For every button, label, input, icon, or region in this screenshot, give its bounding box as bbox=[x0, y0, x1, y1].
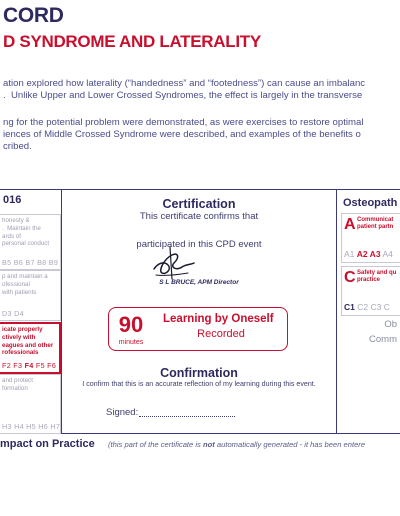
impact-note bbox=[108, 440, 365, 449]
codes-suffix: F5 F6 bbox=[33, 361, 57, 370]
director-name: S L BRUCE, APM Director bbox=[159, 279, 239, 286]
standard-box-d bbox=[0, 270, 61, 321]
cpd-minutes-unit: minutes bbox=[118, 339, 144, 346]
codes-highlight: F4 bbox=[24, 361, 34, 370]
standards-title: 016 bbox=[3, 194, 22, 206]
comments-label: Comm bbox=[369, 334, 397, 345]
osteopathic-column bbox=[336, 189, 400, 434]
codes-suffix: C2 C3 C bbox=[354, 302, 390, 312]
impact-heading: mpact on Practice bbox=[0, 438, 95, 450]
intro-paragraph-2: ng for the potential problem were demonstrated, as were exercises to restore optimal iences of Middle Crossed Syndrome were described, and examples of the benefits o cribed. bbox=[3, 117, 364, 152]
theme-codes bbox=[344, 302, 390, 312]
codes-suffix: A4 bbox=[380, 249, 393, 259]
theme-letter: C bbox=[344, 269, 356, 286]
codes-prefix: A1 bbox=[344, 249, 357, 259]
intro-paragraph-1: ation explored how laterality (“handedness” and “footedness”) can cause an imbalanc . Unlike Upper and Lower Crossed Syndromes, the effect is largely in the transverse bbox=[3, 78, 366, 101]
director-signature bbox=[150, 245, 196, 281]
theme-box-c bbox=[341, 266, 400, 316]
theme-text: Communicat patient partn bbox=[357, 217, 394, 231]
theme-codes bbox=[344, 249, 393, 259]
codes-highlight: C1 bbox=[344, 302, 355, 312]
certification-heading: Certification bbox=[162, 197, 236, 211]
page-subtitle: D SYNDROME AND LATERALITY bbox=[3, 32, 261, 51]
page-title: CORD bbox=[3, 4, 64, 27]
standard-codes bbox=[2, 361, 56, 370]
certification-event-line: participated in this CPD event bbox=[136, 239, 262, 250]
cpd-minutes-value: 90 bbox=[118, 312, 144, 337]
confirmation-heading: Confirmation bbox=[160, 366, 238, 380]
course-status: Recorded bbox=[197, 328, 245, 340]
standard-box-f bbox=[0, 322, 61, 374]
cpd-hours-box bbox=[108, 307, 288, 351]
course-title: Learning by Oneself bbox=[163, 313, 274, 325]
osteopathic-title: Osteopath bbox=[343, 197, 398, 209]
signed-label: Signed: bbox=[106, 407, 139, 418]
certification-panel bbox=[62, 189, 336, 434]
standard-codes: B5 B6 B7 B8 B9 bbox=[2, 258, 59, 267]
standard-text: icate properly ctively with eagues and other rofessionals bbox=[2, 326, 54, 357]
note-prefix: (this part of the certificate is bbox=[108, 440, 203, 449]
theme-box-a bbox=[341, 213, 400, 263]
codes-highlight: A2 A3 bbox=[356, 249, 381, 259]
standard-text: and protect formation bbox=[2, 377, 33, 392]
confirmation-text: I confirm that this is an accurate reflection of my learning during this event. bbox=[82, 380, 316, 388]
standard-box-h bbox=[0, 374, 61, 434]
theme-text: Safety and qu practice bbox=[357, 270, 397, 284]
note-suffix: automatically generated - it has been entere bbox=[214, 440, 366, 449]
signature-line[interactable] bbox=[139, 416, 235, 417]
standard-codes: D3 D4 bbox=[2, 309, 24, 318]
objectives-label: Ob bbox=[384, 319, 397, 330]
standards-column bbox=[0, 189, 62, 434]
codes-prefix: F2 F3 bbox=[2, 361, 25, 370]
theme-letter: A bbox=[344, 216, 356, 233]
standard-codes: H3 H4 H5 H6 H7 bbox=[2, 422, 61, 431]
standard-text: p and maintain a ofessional with patients bbox=[2, 273, 48, 296]
note-emphasis: not bbox=[202, 440, 215, 449]
certification-subtitle: This certificate confirms that bbox=[139, 211, 259, 222]
standard-box-b bbox=[0, 214, 61, 270]
standard-text: honesty & . Maintain the ards of personal conduct bbox=[2, 217, 50, 248]
